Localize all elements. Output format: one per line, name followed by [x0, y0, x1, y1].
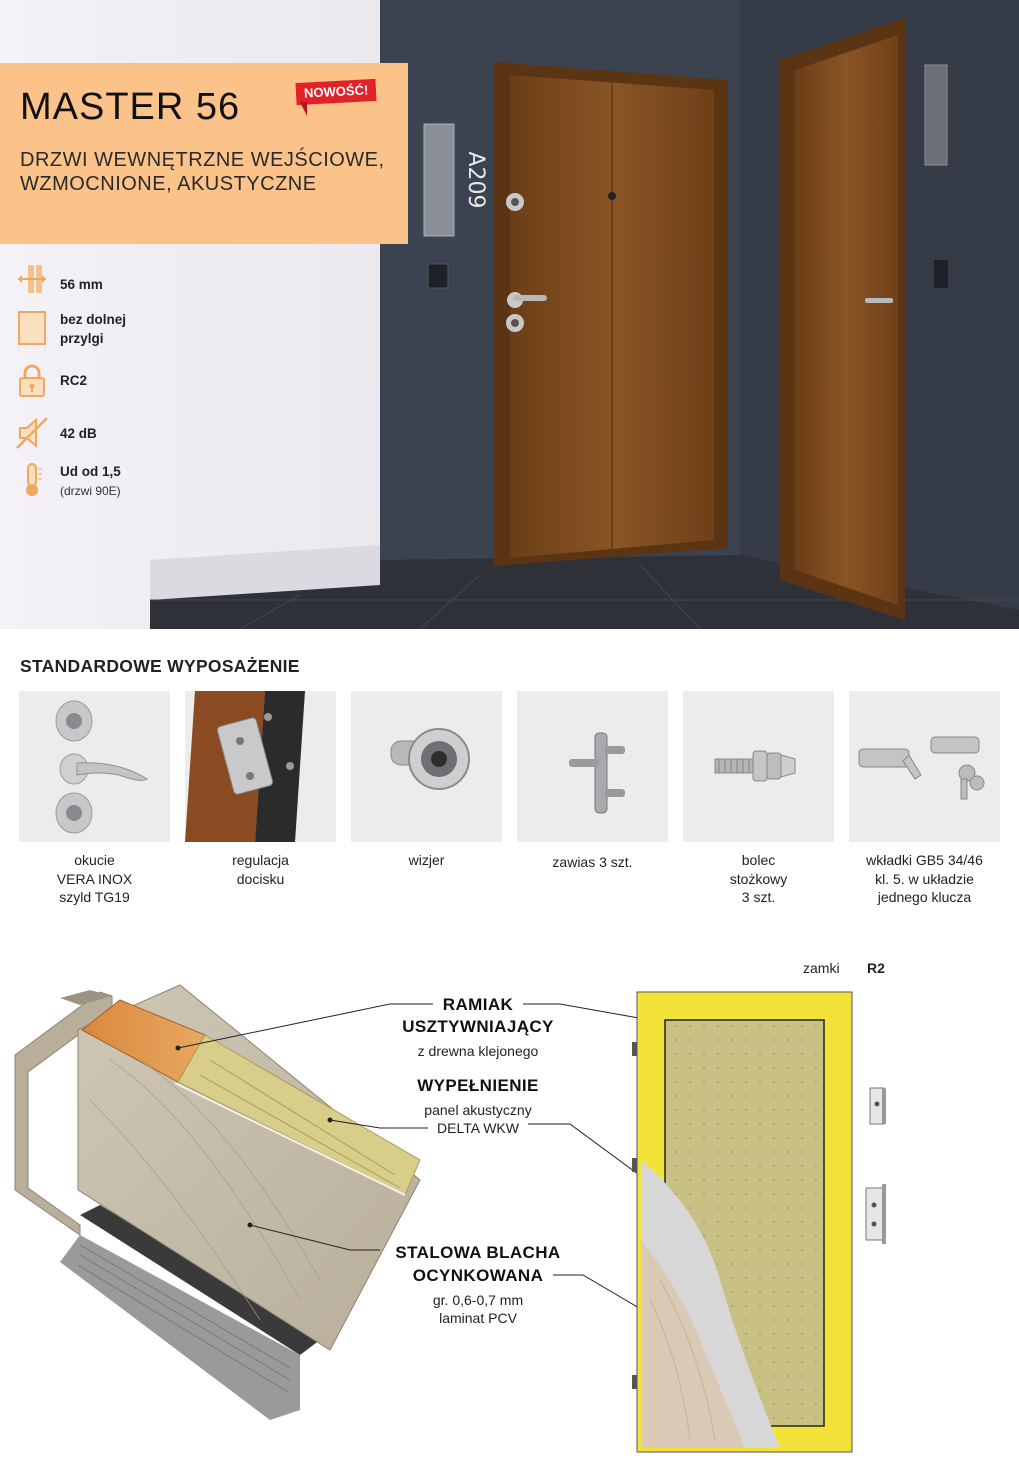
fill-subtitle-1: panel akustyczny [424, 1102, 532, 1118]
product-subtitle: DRZWI WEWNĘTRZNE WEJŚCIOWE, WZMOCNIONE, AKUSTYCZNE [20, 149, 385, 195]
label-line: wkładki GB5 34/46 [866, 852, 983, 868]
label-line: okucie [74, 852, 115, 868]
equipment-card-cylinder [849, 691, 1000, 842]
sheet-subtitle-2: laminat PCV [439, 1310, 517, 1326]
equipment-label-bolt [683, 851, 834, 907]
label-line: VERA INOX [56, 870, 133, 887]
badge-ribbon-tail [300, 102, 307, 116]
label-line: szyld TG19 [59, 889, 130, 905]
equipment-card-handle [19, 691, 170, 842]
lock-icons [866, 1088, 886, 1244]
equipment-label-peephole [351, 851, 502, 870]
equipment-card-bolt [683, 691, 834, 842]
fill-title: WYPEŁNIENIE [417, 1076, 539, 1095]
feature-note: (drzwi 90E) [60, 484, 121, 498]
locks-value: R2 [867, 960, 885, 976]
door-cutaway-3d [15, 985, 420, 1420]
label-line: kl. 5. w układzie [875, 870, 974, 887]
sheet-title-2: OCYNKOWANA [412, 1266, 544, 1285]
sound-mute-icon [14, 415, 50, 451]
feature-label: bez dolnej [60, 312, 127, 327]
no-threshold-icon [14, 310, 50, 346]
label-line: zawias 3 szt. [552, 854, 633, 870]
thermometer-icon [14, 461, 50, 497]
equipment-card-pressure [185, 691, 336, 842]
sheet-title: STALOWA BLACHA [395, 1243, 561, 1262]
feature-label: RC2 [60, 373, 88, 388]
thickness-icon [14, 261, 50, 297]
feature-label-2: przylgi [60, 331, 104, 346]
peephole-icon [351, 691, 502, 842]
label-line: regulacja [232, 852, 289, 868]
frame-title: RAMIAK [442, 995, 514, 1014]
sheet-subtitle-1: gr. 0,6-0,7 mm [432, 1292, 524, 1308]
label-line: 3 szt. [741, 889, 776, 905]
bolt-icon [683, 691, 834, 842]
label-line: jednego klucza [877, 889, 972, 905]
pressure-adjust-icon [185, 691, 336, 842]
equipment-label-handle [19, 851, 170, 907]
cylinder-icon [849, 691, 1000, 842]
handle-icon [19, 691, 170, 842]
frame-subtitle: z drewna klejonego [417, 1043, 539, 1059]
new-badge: NOWOŚĆ! [295, 79, 376, 105]
frame-title-2: USZTYWNIAJĄCY [402, 1017, 554, 1036]
label-line: bolec [741, 852, 776, 868]
product-title: MASTER 56 [20, 86, 241, 128]
feature-label: 56 mm [60, 277, 103, 292]
feature-label: Ud od 1,5 [60, 464, 121, 479]
padlock-icon [14, 363, 50, 399]
locks-label: zamki [803, 960, 840, 976]
feature-label: 42 dB [60, 426, 97, 441]
equipment-label-hinge [517, 853, 668, 872]
equipment-card-peephole [351, 691, 502, 842]
svg-text:A209: A209 [463, 151, 488, 209]
label-line: stożkowy [729, 870, 788, 887]
hinge-icon [517, 691, 668, 842]
label-line: wizjer [408, 852, 445, 868]
fill-subtitle-2: DELTA WKW [437, 1120, 519, 1136]
equipment-label-pressure [185, 851, 336, 888]
equipment-label-cylinder [849, 851, 1000, 907]
equipment-card-hinge [517, 691, 668, 842]
door-front-section [632, 992, 886, 1452]
equipment-heading: STANDARDOWE WYPOSAŻENIE [20, 656, 300, 676]
label-line: docisku [236, 870, 285, 887]
